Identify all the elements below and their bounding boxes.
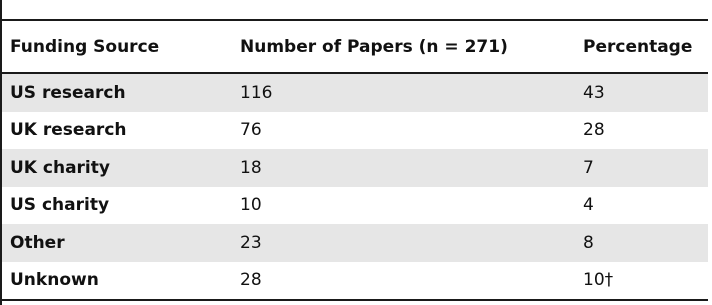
row-funding-source: UK research — [10, 120, 127, 141]
row-number-of-papers: 23 — [240, 232, 262, 253]
table-row — [2, 112, 708, 150]
row-funding-source: US research — [10, 82, 126, 103]
table-row — [2, 74, 708, 112]
header-number-of-papers: Number of Papers (n = 271) — [240, 36, 508, 57]
row-percentage: 7 — [583, 157, 594, 178]
row-number-of-papers: 76 — [240, 120, 262, 141]
header-percentage: Percentage — [583, 36, 693, 57]
header-funding-source: Funding Source — [10, 36, 160, 57]
table-header-row — [2, 21, 708, 72]
table-row — [2, 262, 708, 300]
row-funding-source: UK charity — [10, 157, 110, 178]
row-percentage: 8 — [583, 232, 594, 253]
row-number-of-papers: 28 — [240, 270, 262, 291]
table-bottom-rule — [2, 299, 708, 301]
table-row — [2, 224, 708, 262]
row-percentage: 4 — [583, 195, 594, 216]
row-number-of-papers: 10 — [240, 195, 262, 216]
row-funding-source: Unknown — [10, 270, 99, 291]
row-funding-source: US charity — [10, 195, 110, 216]
row-percentage: 28 — [583, 120, 605, 141]
row-percentage: 43 — [583, 82, 605, 103]
row-percentage: 10† — [583, 270, 614, 291]
row-number-of-papers: 18 — [240, 157, 262, 178]
table-body — [2, 74, 708, 299]
row-number-of-papers: 116 — [240, 82, 273, 103]
table-row — [2, 187, 708, 225]
row-funding-source: Other — [10, 232, 65, 253]
table-row — [2, 149, 708, 187]
